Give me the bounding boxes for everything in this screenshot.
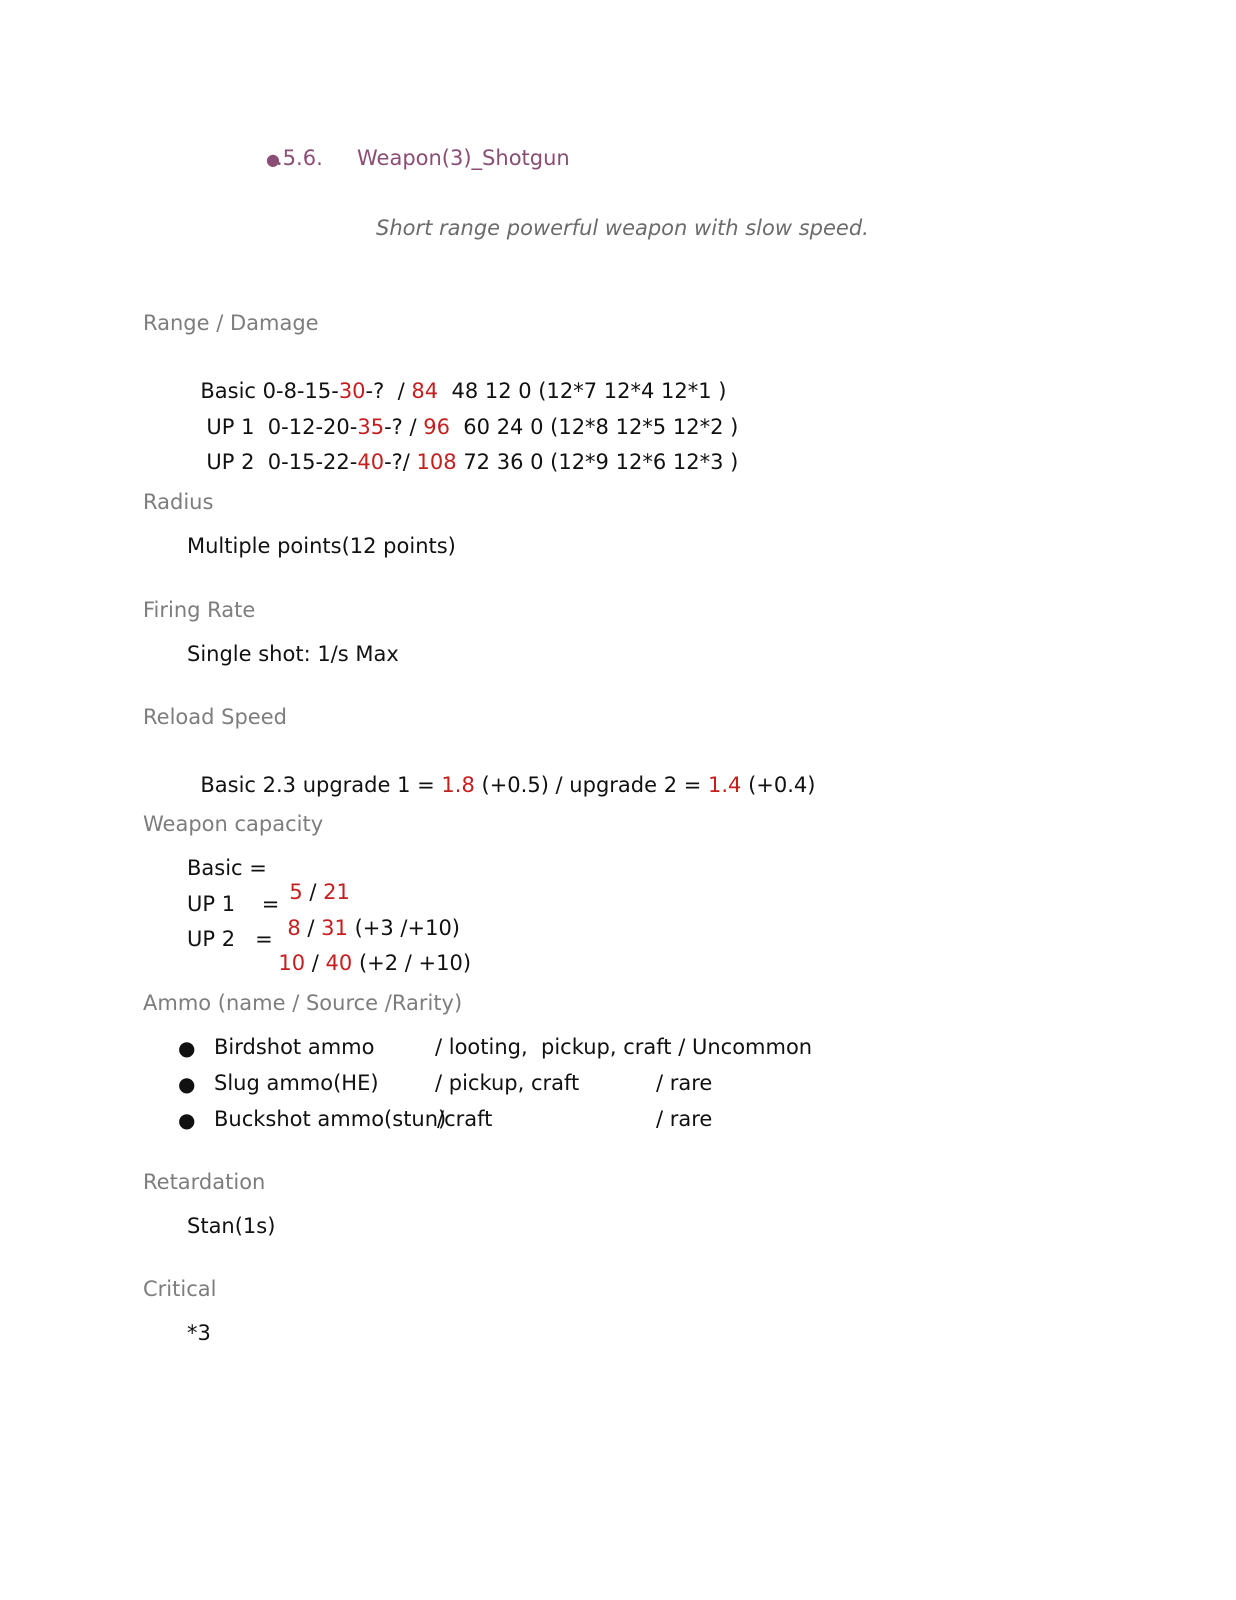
damage-highlight: 84 — [411, 379, 439, 403]
ammo-name: Birdshot ammo — [214, 1035, 375, 1059]
retardation-value: Stan(1s) — [187, 1214, 276, 1238]
capacity-sep: / — [302, 880, 324, 904]
ammo-name: Slug ammo(HE) — [214, 1071, 379, 1095]
capacity-row-name: Basic = — [187, 856, 267, 880]
reload-text: (+0.4) — [741, 773, 816, 797]
reload-text: Basic 2.3 upgrade 1 = — [200, 773, 442, 797]
firing-rate-value: Single shot: 1/s Max — [187, 642, 399, 666]
heading-title: Weapon(3)_Shotgun — [357, 146, 570, 170]
capacity-row-name: UP 2 = — [187, 927, 273, 951]
capacity-row-up2 — [265, 927, 471, 975]
bullet-icon: ● — [178, 1036, 196, 1060]
capacity-row-name: UP 1 = — [187, 892, 280, 916]
firing-rate-label: Firing Rate — [143, 598, 256, 622]
ammo-source: / looting, pickup, craft / Uncommon — [435, 1035, 813, 1059]
ammo-rarity: / rare — [656, 1107, 713, 1131]
bullet-icon: ● — [178, 1108, 196, 1132]
retardation-label: Retardation — [143, 1170, 266, 1194]
reload-speed-value — [187, 749, 815, 797]
range-text: -?/ — [384, 450, 417, 474]
reload-text: (+0.5) / upgrade 2 = — [474, 773, 709, 797]
range-highlight: 30 — [338, 379, 366, 403]
range-highlight: 35 — [357, 415, 385, 439]
bullet-icon: ● — [178, 1072, 196, 1096]
ammo-source: /craft — [437, 1107, 493, 1131]
damage-breakdown: 72 36 0 (12*9 12*6 12*3 ) — [456, 450, 739, 474]
capacity-total: 31 — [321, 916, 348, 940]
damage-breakdown: 60 24 0 (12*8 12*5 12*2 ) — [449, 415, 739, 439]
range-text: UP 1 0-12-20- — [206, 415, 358, 439]
capacity-mag: 5 — [289, 880, 303, 904]
critical-label: Critical — [143, 1277, 217, 1301]
capacity-delta: (+2 / +10) — [352, 951, 472, 975]
radius-label: Radius — [143, 490, 214, 514]
range-text: -? / — [365, 379, 412, 403]
damage-highlight: 96 — [423, 415, 450, 439]
capacity-total: 21 — [323, 880, 350, 904]
reload-up2-value: 1.4 — [708, 773, 742, 797]
radius-value: Multiple points(12 points) — [187, 534, 456, 558]
ammo-rarity: / rare — [656, 1071, 713, 1095]
capacity-sep: / — [305, 951, 326, 975]
capacity-total: 40 — [325, 951, 353, 975]
range-damage-row-up2 — [193, 426, 738, 474]
capacity-sep: / — [300, 916, 322, 940]
heading-number: .5.6. — [276, 146, 323, 170]
range-text: Basic 0-8-15- — [200, 379, 339, 403]
ammo-label: Ammo (name / Source /Rarity) — [143, 991, 463, 1015]
range-text: -? / — [384, 415, 424, 439]
reload-up1-value: 1.8 — [441, 773, 475, 797]
capacity-mag: 10 — [278, 951, 306, 975]
ammo-name: Buckshot ammo(stun) — [214, 1107, 447, 1131]
subtitle: Short range powerful weapon with slow speed. — [376, 216, 869, 240]
range-highlight: 40 — [357, 450, 385, 474]
heading-bullet: ● — [266, 150, 280, 169]
capacity-mag: 8 — [287, 916, 301, 940]
critical-value: *3 — [187, 1321, 211, 1345]
ammo-source: / pickup, craft — [435, 1071, 580, 1095]
capacity-label: Weapon capacity — [143, 812, 324, 836]
damage-breakdown: 48 12 0 (12*7 12*4 12*1 ) — [438, 379, 727, 403]
range-text: UP 2 0-15-22- — [206, 450, 358, 474]
damage-highlight: 108 — [416, 450, 457, 474]
range-damage-label: Range / Damage — [143, 311, 319, 335]
capacity-delta: (+3 /+10) — [347, 916, 460, 940]
reload-speed-label: Reload Speed — [143, 705, 287, 729]
